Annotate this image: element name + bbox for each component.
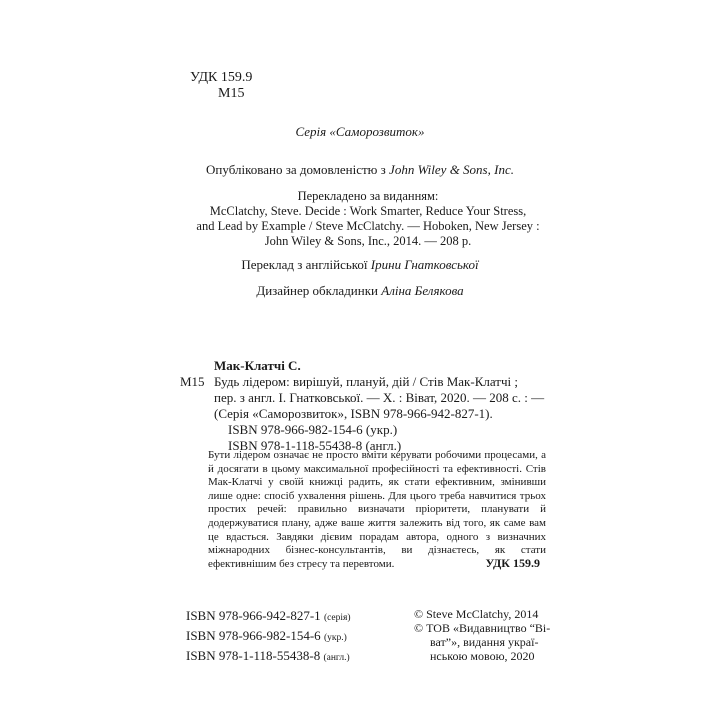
isbn-number: ISBN 978-966-982-154-6 [186,628,321,643]
copyright-line: ват”», видання украї- [430,635,539,649]
original-line: and Lead by Example / Steve McClatchy. — Hoboken, New Jersey : [196,219,540,233]
isbn-note: (серія) [323,613,351,623]
record-line: пер. з англ. І. Гнатковської. — Х. : Віват, 2020. — 208 с. : — [214,390,545,405]
record-code: М15 [180,374,205,389]
udk-footer: УДК 159.9 [485,556,540,570]
isbn-item [186,647,351,667]
isbn-note: (англ.) [323,653,350,663]
bibliographic-record [180,358,560,454]
copyright-line: © ТОВ «Видавництво “Ві- [414,621,551,635]
designer-prefix: Дизайнер обкладинки [256,283,382,298]
published-prefix: Опубліковано за домовленістю з [206,162,390,177]
record-isbn: ISBN 978-966-982-154-6 (укр.) [228,422,398,437]
original-edition [190,189,546,249]
udk-label: УДК 159.9 [190,70,253,85]
record-row [180,374,560,422]
translation-credit [0,257,720,273]
translator-name: Ірини Гнатковської [370,257,479,272]
isbn-list [186,607,351,667]
original-line: McClatchy, Steve. Decide : Work Smarter, Reduce Your Stress, [209,204,527,218]
isbn-number: ISBN 978-966-942-827-1 [186,608,321,623]
published-note [0,162,720,178]
record-isbn: ISBN 978-1-118-55438-8 (англ.) [228,438,402,453]
copyright-line: © Steve McClatchy, 2014 [414,607,539,621]
designer-credit [0,283,720,299]
copyright-block [414,607,554,663]
original-heading: Перекладено за виданням: [297,189,439,203]
record-line: Будь лідером: вирішуй, плануй, дій / Стів Мак-Клатчі ; [214,374,518,389]
isbn-item [186,627,351,647]
publisher-name: John Wiley & Sons, Inc. [389,162,514,177]
designer-name: Аліна Белякова [381,283,464,298]
isbn-number: ISBN 978-1-118-55438-8 [186,648,321,663]
isbn-item [186,607,351,627]
book-abstract: Бути лідером означає не просто вміти керувати робочими процесами, а й досягати в цьому максимальної професійності та ефективності. Стів Мак-Клатчі у своїй книжці радить, як стати ефективним, змінивши лише одне: спосіб ухвалення рішень. Для цього треба навчитися трьох простих речей: правильно визначати пріоритети, планувати й додержуватися плану, адже ваше життя залежить від того, як саме вам це вдасться. Завдяки дієвим порадам автора, одного з визначних міжнародних бізнес-консультантів, ви дізнаєтесь, як стати ефективнішим без стресу та перевтоми. [208,449,546,570]
record-author: Мак-Клатчі С. [214,358,301,373]
original-line: John Wiley & Sons, Inc., 2014. — 208 p. [264,234,472,248]
series-title: Серія «Саморозвиток» [295,124,425,139]
copyright-line: нською мовою, 2020 [430,649,535,663]
udk-code: М15 [218,86,245,101]
udk-header [190,70,252,102]
isbn-note: (укр.) [323,633,347,643]
translation-prefix: Переклад з англійської [241,257,371,272]
record-line: (Серія «Саморозвиток», ISBN 978-966-942-827-1). [214,406,493,421]
record-body [214,374,544,422]
